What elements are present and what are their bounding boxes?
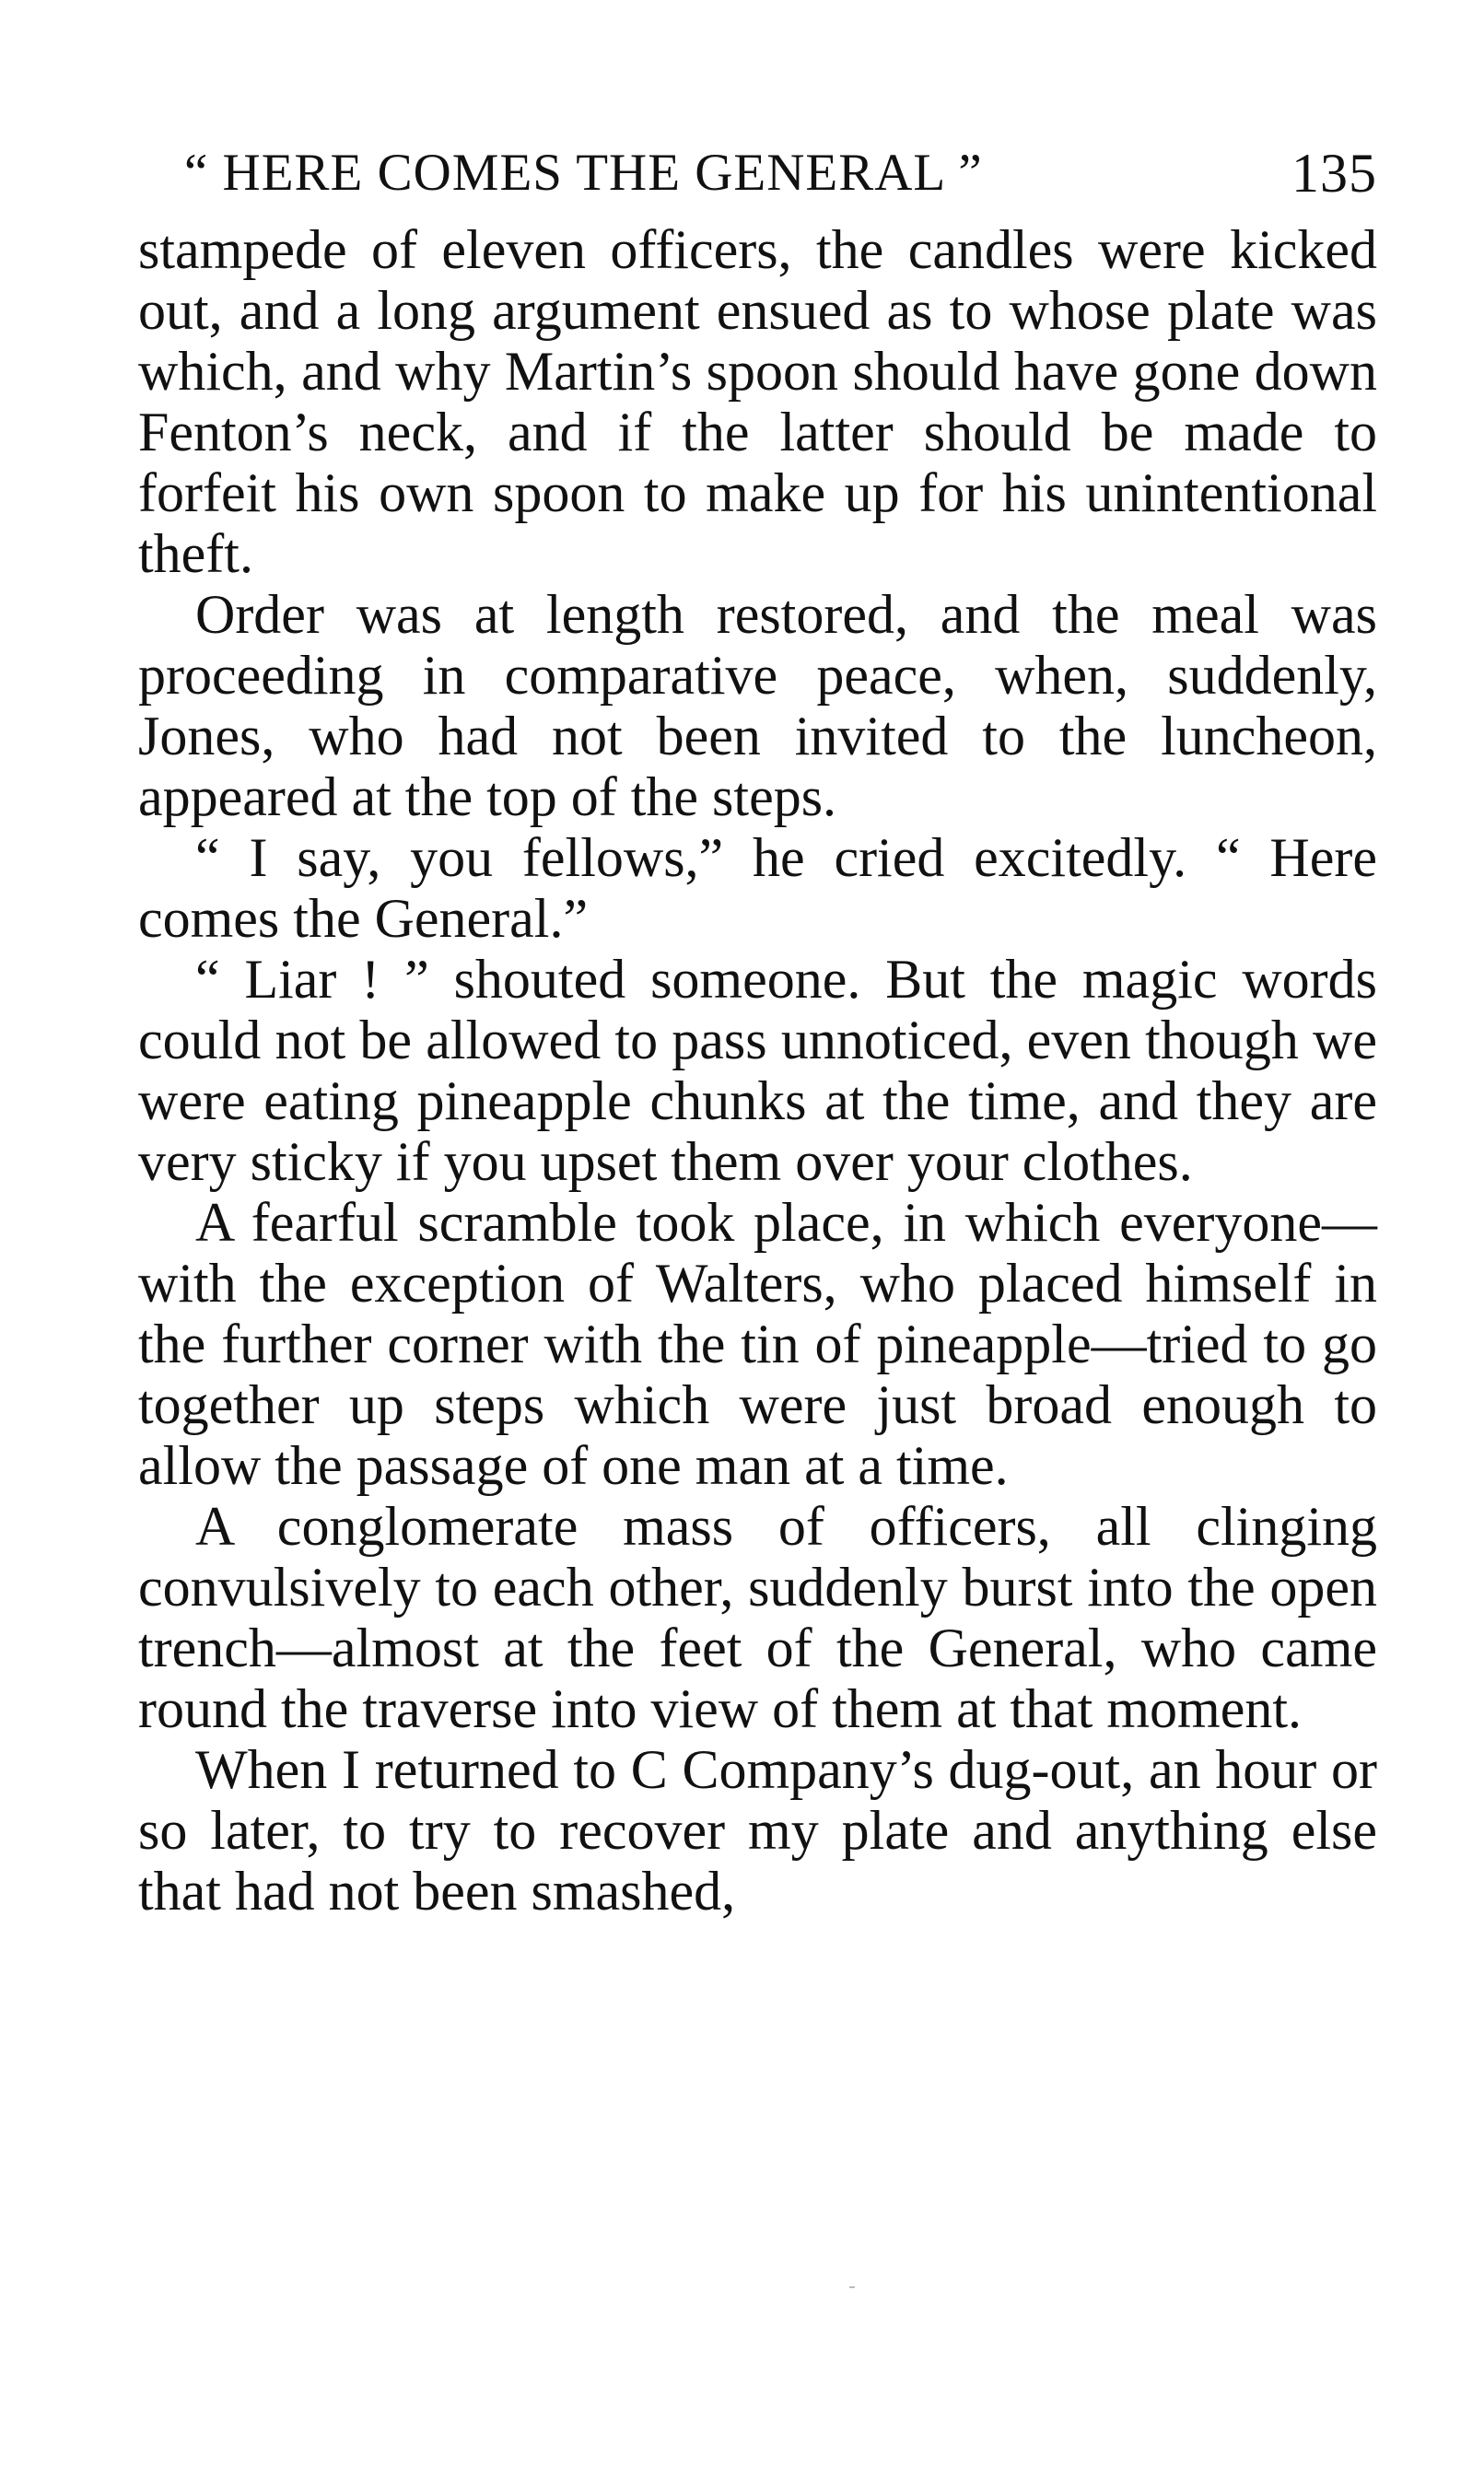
- paragraph-jones-dialogue: “ I say, you fellows,” he cried excitedly. “ Here comes the General.”: [138, 827, 1377, 949]
- page-number: 135: [1291, 143, 1377, 204]
- paragraph-returned: When I returned to C Company’s dug-out, an hour or so later, to try to recover my plate and anything else that had not been smashed,: [138, 1739, 1377, 1922]
- print-speck: [849, 2286, 855, 2288]
- paragraph-scramble: A fearful scramble took place, in which everyone—with the exception of Walters, who placed himself in the further corner with the tin of pineapple—tried to go together up steps which were just broad enough to allow the passage of one man at a time.: [138, 1192, 1377, 1496]
- body-text: [138, 219, 1377, 1922]
- paragraph-conglomerate: A conglomerate mass of officers, all clinging convulsively to each other, suddenly burst into the open trench—almost at the feet of the General, who came round the traverse into view of them at that moment.: [138, 1496, 1377, 1739]
- paragraph-continuation: stampede of eleven officers, the candles were kicked out, and a long argument ensued as to whose plate was which, and why Martin’s spoon should have gone down Fenton’s neck, and if the latter should be made to forfeit his own spoon to make up for his unintentional theft.: [138, 219, 1377, 584]
- running-title: “ HERE COMES THE GENERAL ”: [184, 144, 983, 202]
- running-header: [138, 138, 1377, 208]
- book-page: [138, 138, 1377, 1922]
- paragraph-order-restored: Order was at length restored, and the meal was proceeding in comparative peace, when, suddenly, Jones, who had not been invited to the luncheon, appeared at the top of the steps.: [138, 584, 1377, 827]
- paragraph-liar: “ Liar ! ” shouted someone. But the magic words could not be allowed to pass unnoticed, even though we were eating pineapple chunks at the time, and they are very sticky if you upset them over your clothes.: [138, 949, 1377, 1192]
